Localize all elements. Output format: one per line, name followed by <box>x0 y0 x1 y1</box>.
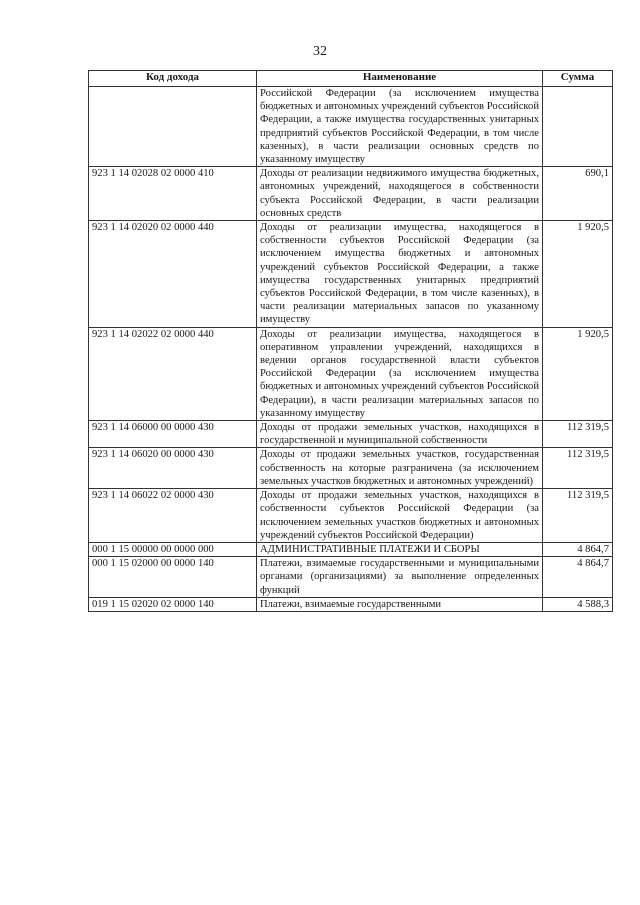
table-header-row <box>89 71 613 87</box>
row-sum: 112 319,5 <box>543 489 613 543</box>
row-code: 923 1 14 02020 02 0000 440 <box>89 221 257 328</box>
row-sum: 1 920,5 <box>543 327 613 420</box>
row-name: Доходы от реализации имущества, находящегося в собственности субъектов Российской Федерации (за исключением имущества бюджетных и автономных учреждений субъектов Российской Федерации, а также имущества государственных унитарных предприятий субъектов Российской Федерации, в том числе казенных), в части реализации материальных запасов по указанному имуществу <box>257 221 543 328</box>
row-code: 923 1 14 06022 02 0000 430 <box>89 489 257 543</box>
row-name: Доходы от реализации имущества, находящегося в оперативном управлении учреждений, находящихся в ведении органов государственной власти субъектов Российской Федерации (за исключением имущества бюджетных и автономных учреждений субъектов Российской Федерации), в части реализации материальных запасов по указанному имуществу <box>257 327 543 420</box>
row-name: АДМИНИСТРАТИВНЫЕ ПЛАТЕЖИ И СБОРЫ <box>257 542 543 556</box>
row-code: 000 1 15 00000 00 0000 000 <box>89 542 257 556</box>
revenue-table <box>88 70 613 612</box>
row-code: 019 1 15 02020 02 0000 140 <box>89 597 257 611</box>
row-sum <box>543 87 613 167</box>
row-sum: 112 319,5 <box>543 421 613 448</box>
row-code: 923 1 14 06000 00 0000 430 <box>89 421 257 448</box>
header-code: Код дохода <box>89 71 257 87</box>
table-row <box>89 542 613 556</box>
row-name: Доходы от продажи земельных участков, государственная собственность на которые разграничена (за исключением земельных участков бюджетных и автономных учреждений) <box>257 448 543 489</box>
header-sum: Сумма <box>543 71 613 87</box>
table-row <box>89 597 613 611</box>
row-sum: 4 864,7 <box>543 557 613 598</box>
row-name: Платежи, взимаемые государственными <box>257 597 543 611</box>
row-sum: 4 588,3 <box>543 597 613 611</box>
row-code: 923 1 14 02022 02 0000 440 <box>89 327 257 420</box>
table-row <box>89 327 613 420</box>
table-row <box>89 489 613 543</box>
table-row <box>89 167 613 221</box>
row-sum: 4 864,7 <box>543 542 613 556</box>
table-row <box>89 421 613 448</box>
table-row <box>89 87 613 167</box>
row-code: 923 1 14 06020 00 0000 430 <box>89 448 257 489</box>
row-name: Платежи, взимаемые государственными и муниципальными органами (организациями) за выполнение определенных функций <box>257 557 543 598</box>
row-sum: 1 920,5 <box>543 221 613 328</box>
table-row <box>89 221 613 328</box>
row-code: 923 1 14 02028 02 0000 410 <box>89 167 257 221</box>
row-name: Доходы от продажи земельных участков, находящихся в собственности субъектов Российской Федерации (за исключением земельных участков бюджетных и автономных учреждений субъектов Российской Федерации) <box>257 489 543 543</box>
row-name: Доходы от реализации недвижимого имущества бюджетных, автономных учреждений, находящегося в собственности субъекта Российской Федерации, в части реализации основных средств <box>257 167 543 221</box>
row-name: Российской Федерации (за исключением имущества бюджетных и автономных учреждений субъектов Российской Федерации, а также имущества государственных унитарных предприятий субъектов Российской Федерации, в том числе казенных), в части реализации основных средств по указанному имуществу <box>257 87 543 167</box>
row-sum: 690,1 <box>543 167 613 221</box>
row-code: 000 1 15 02000 00 0000 140 <box>89 557 257 598</box>
row-code <box>89 87 257 167</box>
row-sum: 112 319,5 <box>543 448 613 489</box>
page-number: 32 <box>313 44 327 59</box>
table-row <box>89 557 613 598</box>
header-name: Наименование <box>257 71 543 87</box>
row-name: Доходы от продажи земельных участков, находящихся в государственной и муниципальной собственности <box>257 421 543 448</box>
table-row <box>89 448 613 489</box>
